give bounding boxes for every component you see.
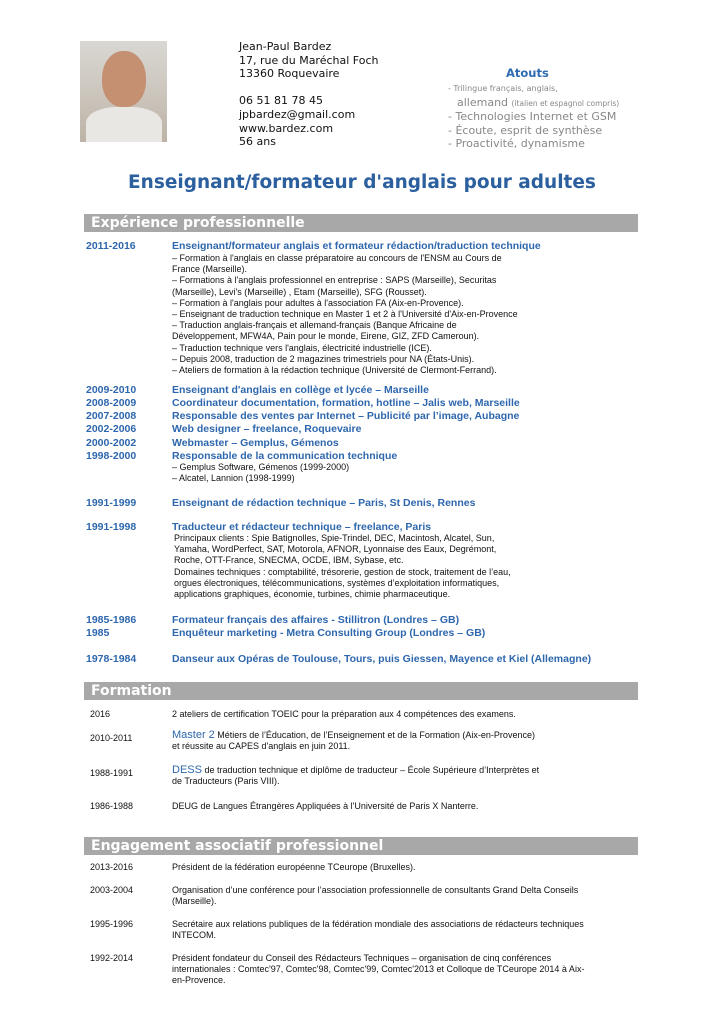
formation-date: 1986-1988 xyxy=(90,801,134,811)
experience-date: 2002-2006 xyxy=(86,423,137,435)
experience-date: 1991-1998 xyxy=(86,521,137,533)
experience-date: 1998-2000 xyxy=(86,450,137,462)
experience-title: Enseignant d'anglais en collège et lycée – Marseille xyxy=(172,384,429,396)
experience-date: 1985-1986 xyxy=(86,614,137,626)
formation-date: 2016 xyxy=(90,709,111,719)
engagement-date: 2013-2016 xyxy=(90,862,134,872)
contact-website: www.bardez.com xyxy=(239,121,334,135)
atouts-item: - Proactivité, dynamisme xyxy=(448,137,585,150)
atouts-item: - Écoute, esprit de synthèse xyxy=(448,123,603,137)
contact-city: 13360 Roquevaire xyxy=(239,67,340,81)
atouts-title: Atouts xyxy=(506,66,549,80)
atouts-list xyxy=(448,81,619,151)
experience-date: 2011-2016 xyxy=(86,240,136,252)
experience-title: Coordinateur documentation, formation, hotline – Jalis web, Marseille xyxy=(172,397,520,409)
atouts-item: - Technologies Internet et GSM xyxy=(448,110,617,123)
experience-details: Principaux clients : Spie Batignolles, Spie-Trindel, DEC, Macintosh, Alcatel, Sun, Yamaha, WordPerfect, SAT, Motorola, AFNOR, Lyonnaise des Eaux, Degrémont, Roche, OTT-France, SNECMA, OCDE, IBM, Sybase, etc. Domaines techniques : comptabilité, trésorerie, gestion de stock, traitement de l’eau, orgues électroniques, télécommunications, systèmes d’exploitation informatiques, applications graphiques, économie, turbines, chimie pharmaceutique. xyxy=(174,533,511,600)
page-title: Enseignant/formateur d'anglais pour adultes xyxy=(128,172,596,193)
engagement-text: Organisation d’une conférence pour l’association professionnelle de consultants Grand Delta Conseils (Marseille). xyxy=(172,885,579,907)
atouts-item: allemand (italien et espagnol compris) xyxy=(457,95,620,109)
formation-text: DEUG de Langues Étrangères Appliquées à l'Université de Paris X Nanterre. xyxy=(172,801,479,811)
formation-text: Master 2 Métiers de l’Éducation, de l’Enseignement et de la Formation (Aix-en-Provence) et réussite au CAPES d'anglais en juin 2011. xyxy=(172,729,535,752)
formation-text: DESS de traduction technique et diplôme de traducteur – École Supérieure d’Interprètes et de Traducteurs (Paris VIII). xyxy=(172,764,540,787)
contact-name: Jean-Paul Bardez xyxy=(239,40,332,53)
experience-details: – Gemplus Software, Gémenos (1999-2000) – Alcatel, Lannion (1998-1999) xyxy=(172,462,350,484)
formation-text: 2 ateliers de certification TOEIC pour la préparation aux 4 compétences des examens. xyxy=(172,709,516,719)
engagement-text: Président fondateur du Conseil des Rédacteurs Techniques – organisation de cinq conférences internationales : Comtec'97, Comtec'98, Comtec'99, Comtec'2013 et Colloque de TCeurope 2014 à Aix- en-Provence. xyxy=(172,953,585,986)
atouts-item: - Trilingue français, anglais, xyxy=(448,84,558,93)
experience-date: 2009-2010 xyxy=(86,384,137,396)
engagement-date: 1995-1996 xyxy=(90,919,134,929)
experience-date: 2007-2008 xyxy=(86,410,137,422)
section-experience xyxy=(84,214,638,232)
experience-title: Traducteur et rédacteur technique – freelance, Paris xyxy=(172,521,432,533)
contact-street: 17, rue du Maréchal Foch xyxy=(239,53,379,67)
experience-title: Enseignant de rédaction technique – Paris, St Denis, Rennes xyxy=(172,497,476,509)
contact-block xyxy=(239,40,378,149)
experience-date: 1991-1999 xyxy=(86,497,137,509)
experience-date: 1985 xyxy=(86,627,110,639)
experience-title: Formateur français des affaires - Stillitron (Londres – GB) xyxy=(172,614,460,626)
experience-date: 2008-2009 xyxy=(86,397,137,409)
experience-title: Enquêteur marketing - Metra Consulting Group (Londres – GB) xyxy=(172,627,486,639)
experience-title: Web designer – freelance, Roquevaire xyxy=(172,423,362,435)
experience-title: Responsable des ventes par Internet – Publicité par l’image, Aubagne xyxy=(172,410,520,422)
engagement-date: 2003-2004 xyxy=(90,885,134,895)
experience-title: Webmaster – Gemplus, Gémenos xyxy=(172,437,339,449)
section-formation-title: Formation xyxy=(91,683,172,699)
experience-date: 2000-2002 xyxy=(86,437,137,449)
section-engagement-title: Engagement associatif professionnel xyxy=(91,838,384,854)
experience-title: Responsable de la communication technique xyxy=(172,450,398,462)
experience-title: Danseur aux Opéras de Toulouse, Tours, puis Giessen, Mayence et Kiel (Allemagne) xyxy=(172,653,592,665)
formation-date: 2010-2011 xyxy=(90,733,133,743)
engagement-date: 1992-2014 xyxy=(90,953,134,963)
section-engagement xyxy=(84,837,638,855)
experience-title: Enseignant/formateur anglais et formateur rédaction/traduction technique xyxy=(172,240,541,252)
formation-date: 1988-1991 xyxy=(90,768,134,778)
experience-details: – Formation à l'anglais en classe préparatoire au concours de l'ENSM au Cours de France (Marseille). – Formations à l'anglais professionnel en entreprise : SAPS (Marseille), Securitas (Marseille), Levi's (Marseille) , Etam (Marseille), SFG (Rousset). – Formation à l'anglais pour adultes à l'association FA (Aix-en-Provence). – Enseignant de traduction technique en Master 1 et 2 à l'Université d'Aix-en-Provence – Traduction anglais-français et allemand-français (Banque Africaine de Développement, MFW4A, Pain pour le monde, Eirene, GIZ, ZFD Cameroun). – Traduction technique vers l'anglais, électricité industrielle (ICE). – Depuis 2008, traduction de 2 magazines trimestriels pour NA (États-Unis). – Ateliers de formation à la rédaction technique (Université de Clermont-Ferrand). xyxy=(172,253,518,376)
contact-phone: 06 51 81 78 45 xyxy=(239,94,323,108)
profile-photo xyxy=(80,41,167,142)
contact-email: jpbardez@gmail.com xyxy=(239,107,356,121)
engagement-text: Président de la fédération européenne TCeurope (Bruxelles). xyxy=(172,862,416,872)
section-formation xyxy=(84,682,638,700)
experience-date: 1978-1984 xyxy=(86,653,137,665)
section-experience-title: Expérience professionnelle xyxy=(91,215,305,231)
engagement-text: Secrétaire aux relations publiques de la fédération mondiale des associations de rédacteurs techniques INTECOM. xyxy=(172,919,584,941)
contact-age: 56 ans xyxy=(239,135,276,149)
